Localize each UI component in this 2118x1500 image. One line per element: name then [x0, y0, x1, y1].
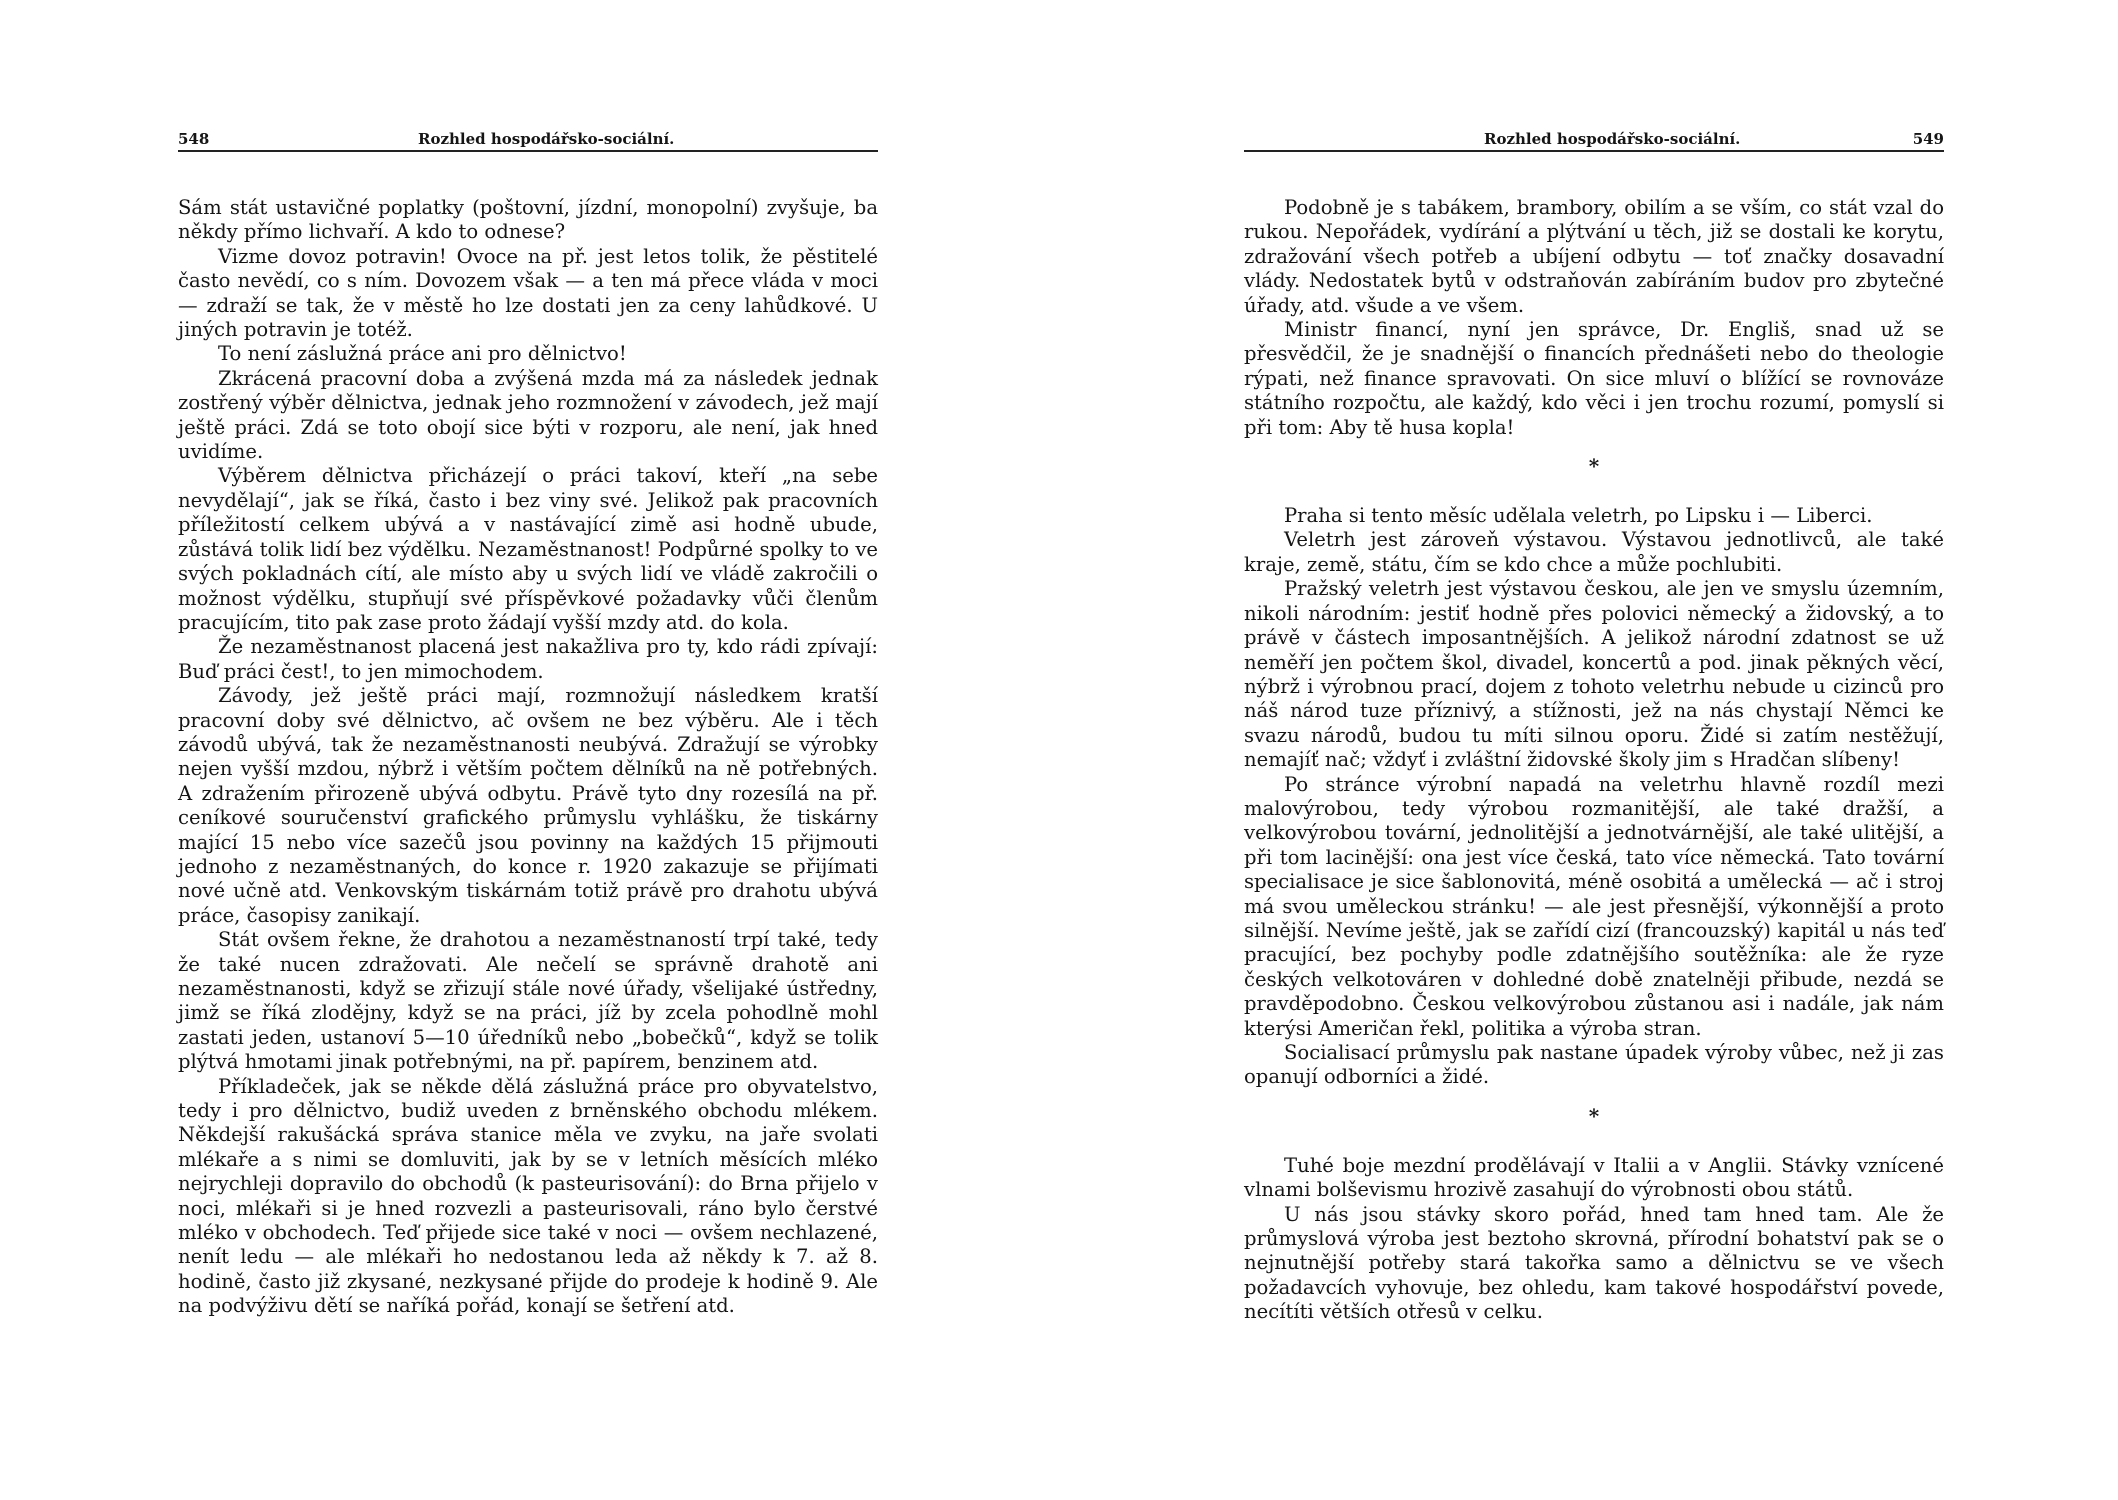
- paragraph: Pražský veletrh jest výstavou českou, ale jen ve smyslu územním, nikoli národním: jestiť hodně přes polovici německý a židovský, a to právě v částech imposantnějších. A jelikož národní zdatnost se už neměří jen počtem škol, divadel, koncertů a pod. jinak pěkných věcí, nýbrž i výrobnou prací, dojem z tohoto veletrhu nebude u cizinců pro náš národ tuze příznivý, a stížnosti, jež na nás chystají Němci ke svazu národů, budou tu míti silnou oporu. Židé si zatím nestěžují, nemajíť nač; vždyť i zvláštní židovské školy jim s Hradčan slíbeny!: [1244, 577, 1944, 772]
- paragraph: Výběrem dělnictva přicházejí o práci takoví, kteří „na sebe nevydělají“, jak se říká, často i bez viny své. Jelikož pak pracovních příležitostí celkem ubývá a v nastávající zimě asi hodně ubude, zůstává tolik lidí bez výdělku. Nezaměstnanost! Podpůrné spolky to ve svých pokladnách cítí, ale místo aby u svých lidí ve vládě zakročili o možnost výdělku, stupňují své příspěvkové požadavky vůči členům pracujícím, tito pak zase proto žádají vyšší mzdy atd. do kola.: [178, 464, 878, 634]
- left-page-number: 548: [178, 130, 210, 148]
- paragraph: Vizme dovoz potravin! Ovoce na př. jest letos tolik, že pěstitelé často nevědí, co s ním. Dovozem však — a ten má přece vláda v moci — zdraží se tak, že v městě ho lze dostati jen za ceny lahůdkové. U jiných potravin je totéž.: [178, 244, 878, 342]
- right-running-head: Rozhled hospodářsko-sociální.: [1484, 130, 1741, 148]
- paragraph: To není záslužná práce ani pro dělnictvo!: [218, 342, 627, 366]
- paragraph: Socialisací průmyslu pak nastane úpadek výroby vůbec, než ji zas opanují odborníci a židé.: [1244, 1041, 1944, 1089]
- paragraph: Praha si tento měsíc udělala veletrh, po Lipsku i — Liberci.: [1284, 504, 1873, 528]
- paragraph: Veletrh jest zároveň výstavou. Výstavou jednotlivců, ale také kraje, země, státu, čím se kdo chce a může pochlubiti.: [1244, 528, 1944, 576]
- paragraph: Sám stát ustavičné poplatky (poštovní, jízdní, monopolní) zvyšuje, ba někdy přímo lichvaří. A kdo to odnese?: [178, 196, 878, 244]
- right-page-number: 549: [1912, 130, 1944, 148]
- left-page: [178, 118, 878, 1319]
- paragraph: Podobně je s tabákem, brambory, obilím a se vším, co stát vzal do rukou. Nepořádek, vydírání a plýtvání u těch, již se dostali ke korytu, zdražování všech potřeb a ubíjení odbytu — toť značky dosavadní vlády. Nedostatek bytů v odstraňován zabíráním budov pro zbytečné úřady, atd. všude a ve všem.: [1244, 196, 1944, 317]
- right-page: [1244, 118, 1944, 1325]
- paragraph: Že nezaměstnanost placená jest nakažliva pro ty, kdo rádi zpívají: Buď práci čest!, to jen mimochodem.: [178, 635, 878, 683]
- paragraph: Závody, jež ještě práci mají, rozmnožují následkem kratší pracovní doby své dělnictvo, ač ovšem ne bez výběru. Ale i těch závodů ubývá, tak že nezaměstnanosti neubývá. Zdražují se výrobky nejen vyšší mzdou, nýbrž i větším počtem dělníků na ně potřebných. A zdražením přirozeně ubývá odbytu. Právě tyto dny rozesílá na př. ceníkové souručenství grafického průmyslu vyhlášku, že tiskárny mající 15 nebo více sazečů jsou povinny na každých 15 přijmouti jednoho z nezaměstnaných, do konce r. 1920 zakazuje se přijímati nové učně atd. Venkovským tiskárnám totiž právě pro drahotu ubývá práce, časopisy zanikají.: [178, 684, 878, 927]
- left-page-body: [178, 196, 878, 1319]
- paragraph: U nás jsou stávky skoro pořád, hned tam hned tam. Ale že průmyslová výroba jest beztoho skrovná, přírodní bohatství pak se o nejnutnější potřeby stará takořka samo a dělnictvu se ve všech požadavcích vyhovuje, bez ohledu, kam takové hospodářství povede, necítíti větších otřesů v celku.: [1244, 1202, 1944, 1324]
- right-page-header: [1244, 118, 1944, 152]
- paragraph: Zkrácená pracovní doba a zvýšená mzda má za následek jednak zostřený výběr dělnictva, jednak jeho rozmnožení v závodech, jež mají ještě práci. Zdá se toto obojí sice býti v rozporu, ale není, jak hned uvidíme.: [178, 366, 878, 464]
- left-page-header: [178, 118, 878, 152]
- paragraph: Po stránce výrobní napadá na veletrhu hlavně rozdíl mezi malovýrobou, tedy výrobou rozmanitější, ale také dražší, a velkovýrobou tovární, jednolitější a jednotvárnější, ale také ulitější, a při tom lacinější: ona jest více česká, tato více německá. Tato tovární specialisace je sice šablonovitá, méně osobitá a umělecká — ač i stroj má svou uměleckou stránku! — ale jest přesnější, výkonnější a proto silnější. Nevíme ještě, jak se zařídí cizí (francouzský) kapitál u nás teď pracující, bez pochyby podle zdatnějšího soutěžníka: ale že ryze českých velkotováren v dohledné době znatelněji přibude, nezdá se pravděpodobno. Českou velkovýrobou zůstanou asi i nadále, jak nám kterýsi Američan řekl, politika a výroba stran.: [1244, 772, 1944, 1040]
- paragraph: Tuhé boje mezdní prodělávají v Italii a v Anglii. Stávky vznícené vlnami bolševismu hrozivě zasahují do výrobnosti obou států.: [1244, 1153, 1944, 1202]
- left-running-head: Rozhled hospodářsko-sociální.: [418, 130, 675, 148]
- right-page-body: [1244, 196, 1944, 1325]
- section-separator-asterisk: *: [1588, 1103, 1600, 1128]
- paragraph: Stát ovšem řekne, že drahotou a nezaměstnaností trpí také, tedy že také nucen zdražovati. Ale nečelí se správně drahotě ani nezaměstnanosti, když se zřizují stále nové úřady, všelijaké ústředny, jimž se říká zlodějny, když se na práci, jíž by zcela pohodlně mohl zastati jeden, ustanoví 5—10 úředníků nebo „bobečků“, když se tolik plýtvá hmotami jinak potřebnými, na př. papírem, benzinem atd.: [178, 928, 878, 1074]
- paragraph: Ministr financí, nyní jen správce, Dr. Engliš, snad už se přesvědčil, že je snadnější o financích přednášeti nebo do theologie rýpati, než finance spravovati. On sice mluví o blížící se rovnováze státního rozpočtu, ale každý, kdo věci i jen trochu rozumí, pomyslí si při tom: Aby tě husa kopla!: [1244, 318, 1944, 439]
- section-separator-asterisk: *: [1588, 454, 1600, 479]
- paragraph: Příkladeček, jak se někde dělá záslužná práce pro obyvatelstvo, tedy i pro dělnictvo, budiž uveden z brněnského obchodu mlékem. Někdejší rakušácká správa stanice měla ve zvyku, na jaře svolati mlékaře a s nimi se domluviti, jak by se v letních měsících mléko nejrychleji dopravilo do obchodů (k pasteurisování): do Brna přijelo v noci, mlékaři si je hned rozvezli a pasteurisovali, ráno bylo čerstvé mléko v obchodech. Teď přijede sice také v noci — ovšem nechlazené, nenít ledu — ale mlékaři ho nedostanou leda až někdy k 7. až 8. hodině, často již zkysané, nezkysané přijde do prodeje k hodině 9. Ale na podvýživu dětí se naříká pořád, konají se šetření atd.: [178, 1074, 878, 1318]
